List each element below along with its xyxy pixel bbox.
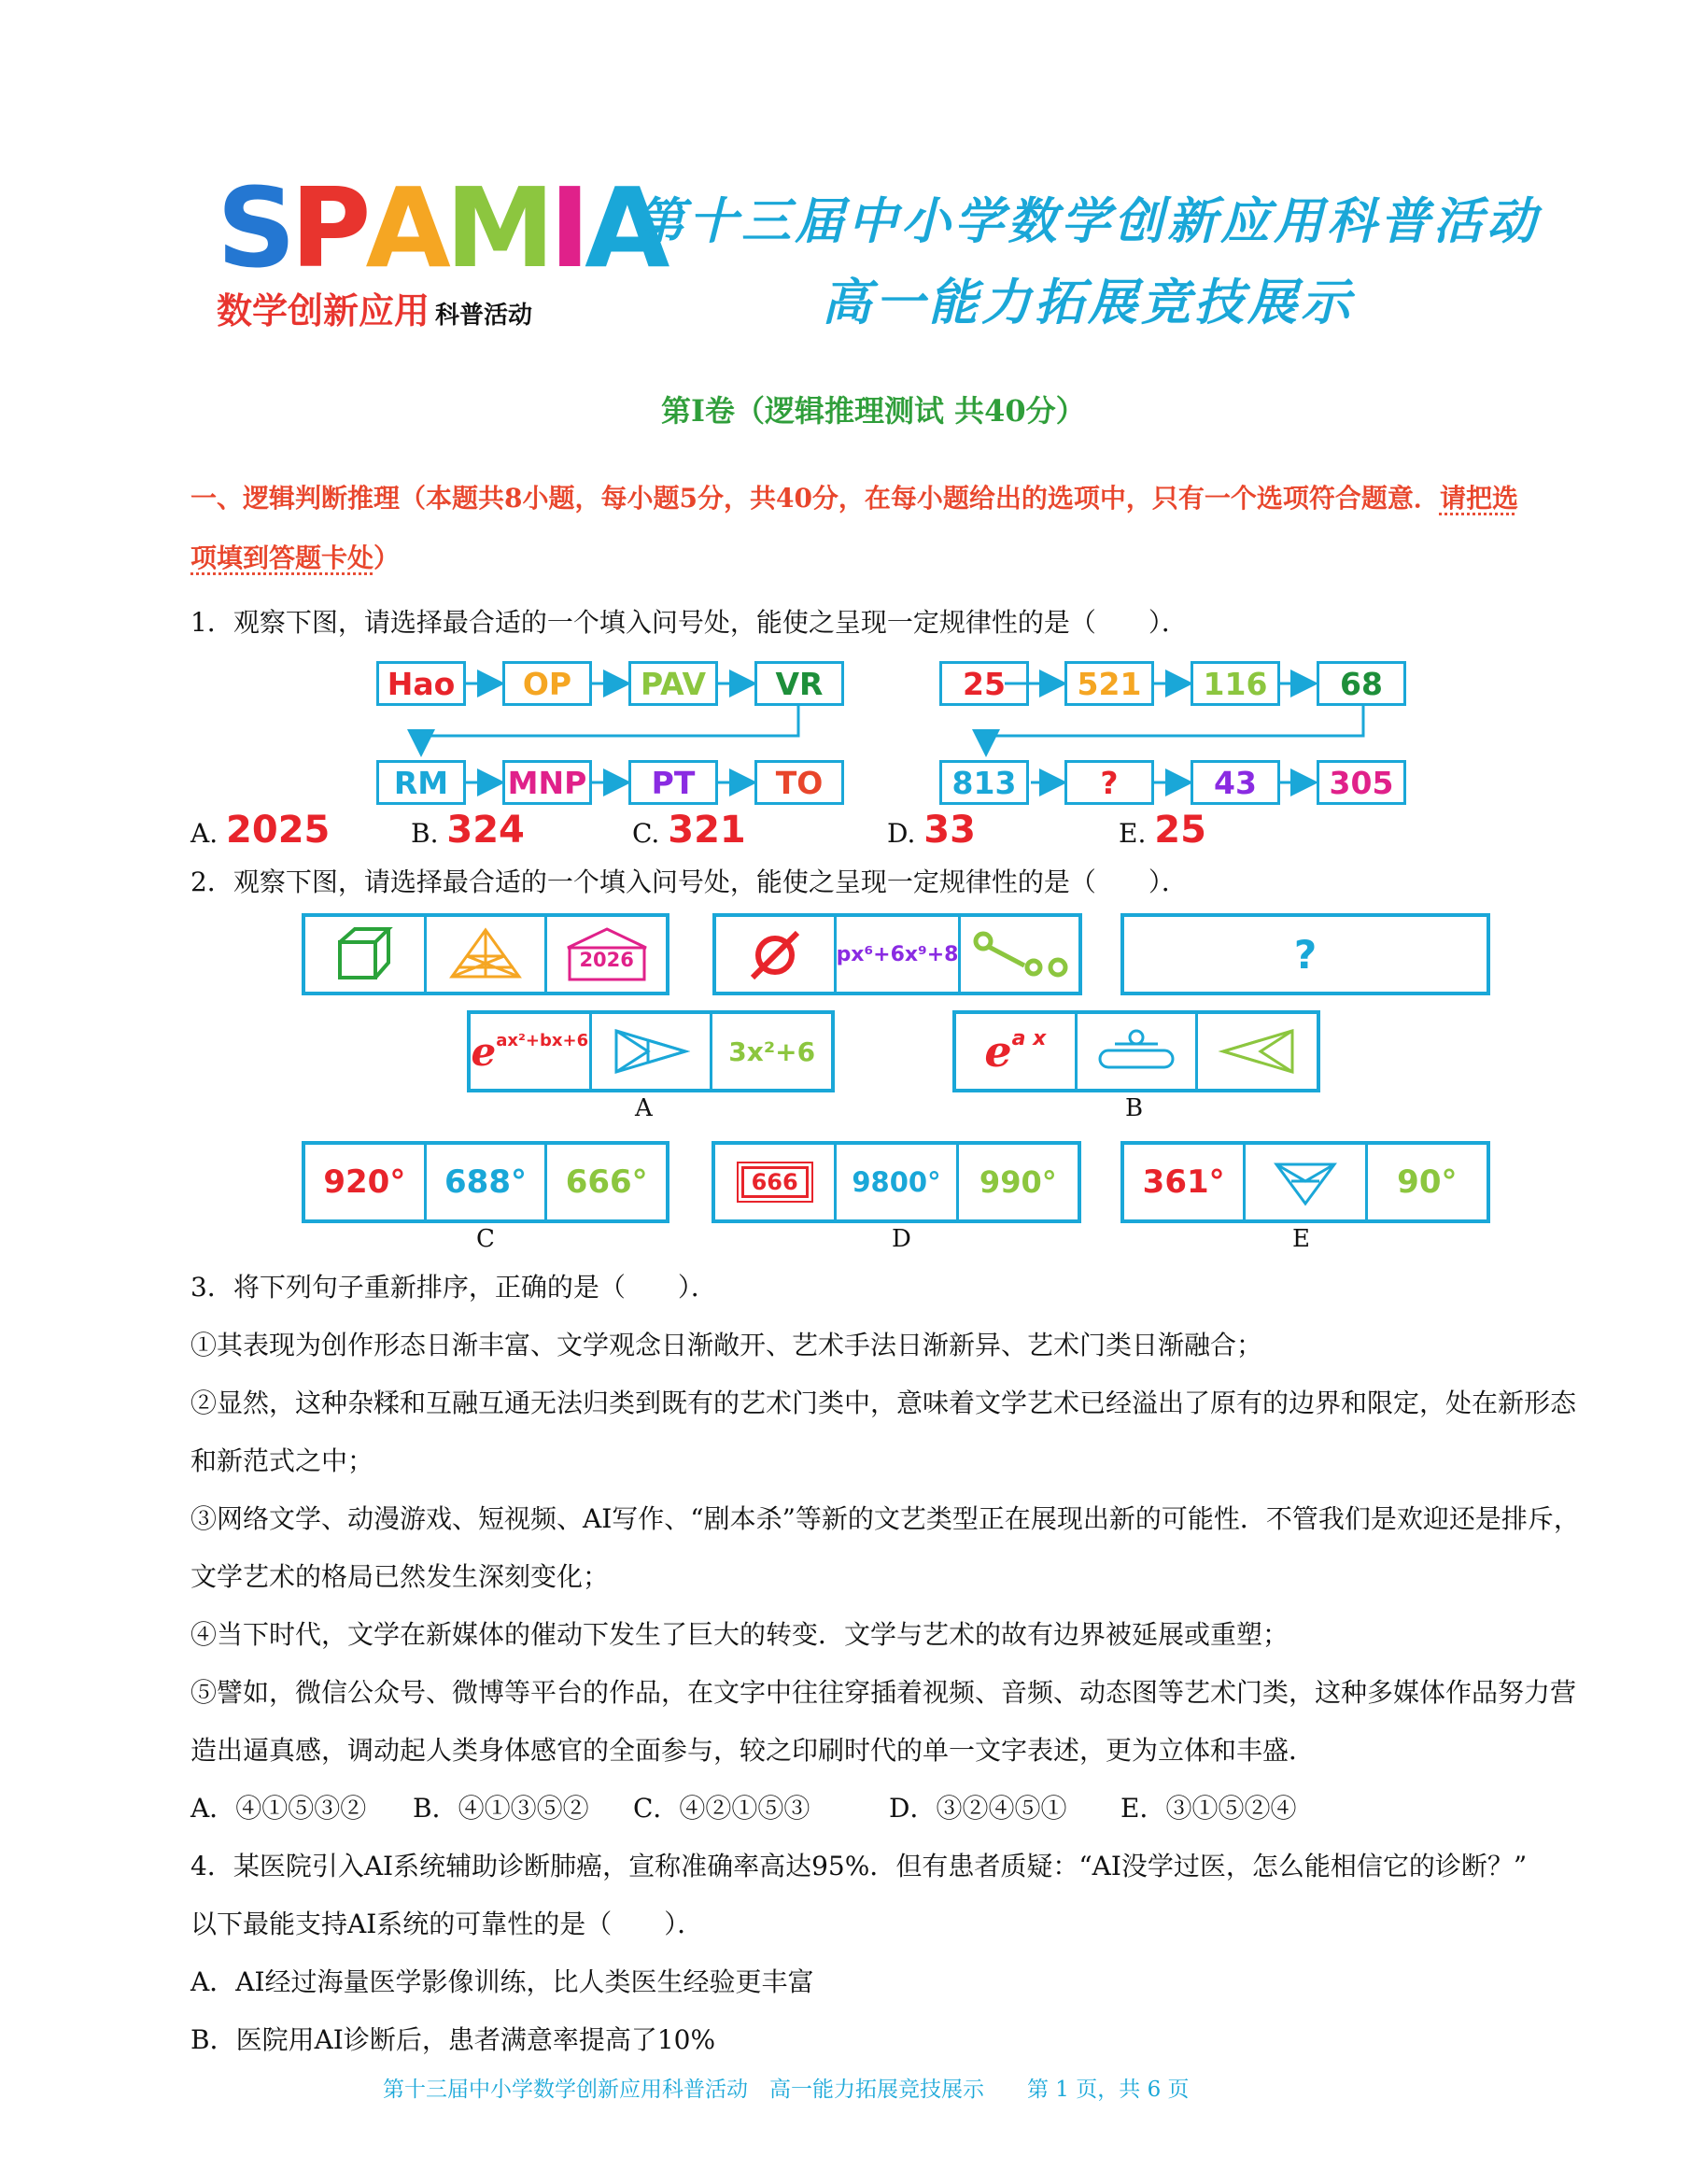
q2-option-b-panel bbox=[952, 1010, 1320, 1092]
q3-sentence-1: ①其表现为创作形态日渐丰富、文学观念日渐敞开、艺术手法日渐新异、艺术门类日渐融合； bbox=[190, 1330, 1263, 1360]
q4-option-a: A．AI经过海量医学影像训练，比人类医生经验更丰富 bbox=[190, 1966, 814, 1997]
q1-box-521: 521 bbox=[1064, 661, 1154, 706]
q4-stem-1: 4．某医院引入AI系统辅助诊断肺癌，宣称准确率高达95%．但有患者质疑：“AI没学过医，怎么能相信它的诊断？” bbox=[190, 1851, 1528, 1881]
q3-sentence-2: ②显然，这种杂糅和互融互通无法归类到既有的艺术门类中，意味着文学艺术已经溢出了原有的边界和限定，处在新形态和新范式之中； bbox=[190, 1388, 1577, 1476]
q1-box-25: 25 bbox=[939, 661, 1029, 706]
q1-box-rm: RM bbox=[376, 760, 466, 805]
q2-panel-2 bbox=[712, 913, 1082, 995]
capsule-icon bbox=[1078, 1014, 1199, 1089]
angle-688: 688° bbox=[427, 1145, 548, 1219]
logo-letter-m: M bbox=[444, 163, 550, 292]
angle-9800: 9800° bbox=[837, 1145, 958, 1219]
empty-set-icon bbox=[716, 917, 837, 992]
q3-option-e: E．③①⑤②④ bbox=[1120, 1793, 1297, 1824]
q1-box-mnp: MNP bbox=[502, 760, 592, 805]
q1-box-hao: Hao bbox=[376, 661, 466, 706]
q3-stem: 3．将下列句子重新排序，正确的是（ ）． bbox=[190, 1272, 717, 1303]
q1-option-e: E. 25 bbox=[1119, 809, 1206, 852]
pyramid-icon bbox=[427, 917, 548, 992]
q3-option-b: B．④①③⑤② bbox=[413, 1793, 589, 1824]
q2-option-a-label: A bbox=[635, 1094, 653, 1122]
q4-stem-2: 以下最能支持AI系统的可靠性的是（ ）． bbox=[190, 1909, 704, 1939]
poly-3x2-label: 3x²+6 bbox=[728, 1036, 816, 1067]
year-label: 2026 bbox=[579, 949, 634, 971]
q2-option-a-panel bbox=[467, 1010, 835, 1092]
q2-option-e-panel bbox=[1120, 1141, 1490, 1223]
q1-box-68: 68 bbox=[1317, 661, 1406, 706]
angle-90: 90° bbox=[1397, 1163, 1458, 1201]
page-footer: 第十三届中小学数学创新应用科普活动 高一能力拓展竞技展示 第 1 页，共 6 页 bbox=[383, 2078, 1190, 2102]
q1-stem: 1．观察下图，请选择最合适的一个填入问号处，能使之呈现一定规律性的是（ ）． bbox=[190, 607, 1188, 638]
q1-option-c: C. 321 bbox=[632, 809, 746, 852]
q3-sentence-4: ④当下时代，文学在新媒体的催动下发生了巨大的转变．文学与艺术的故有边界被延展或重塑； bbox=[190, 1619, 1289, 1650]
q3-option-c: C．④②①⑤③ bbox=[633, 1793, 810, 1824]
q2-stem: 2．观察下图，请选择最合适的一个填入问号处，能使之呈现一定规律性的是（ ）． bbox=[190, 867, 1188, 897]
q2-option-e-label: E bbox=[1292, 1225, 1310, 1253]
q4-option-b: B．医院用AI诊断后，患者满意率提高了10% bbox=[190, 2024, 716, 2055]
q1-option-d: D. 33 bbox=[887, 809, 976, 852]
q1-box-pt: PT bbox=[628, 760, 718, 805]
boxed-666: 666 bbox=[715, 1145, 837, 1219]
q1-box-305: 305 bbox=[1317, 760, 1406, 805]
angle-990: 990° bbox=[979, 1164, 1057, 1200]
q1-box-question: ? bbox=[1064, 760, 1154, 805]
exp-ax2-label: e $^{ax^2+bx+6}$ bbox=[471, 1014, 592, 1089]
q2-option-c-panel bbox=[302, 1141, 669, 1223]
q2-option-b-label: B bbox=[1125, 1094, 1144, 1122]
cube-icon bbox=[305, 917, 427, 992]
angle-666: 666° bbox=[565, 1163, 648, 1201]
volume-heading: 第Ⅰ卷（逻辑推理测试 共40分） bbox=[661, 393, 1086, 429]
spamia-logo bbox=[217, 163, 665, 292]
q1-box-813: 813 bbox=[939, 760, 1029, 805]
house-2026-icon bbox=[547, 917, 666, 992]
polynomial-label: px⁶+6x⁹+8 bbox=[837, 917, 962, 992]
angle-920: 920° bbox=[305, 1145, 427, 1219]
q3-sentence-5: ⑤譬如，微信公众号、微博等平台的作品，在文字中往往穿插着视频、音频、动态图等艺术门类，这种多媒体作品努力营造出逼真感，调动起人类身体感官的全面参与，较之印刷时代的单一文字表述，更为立体和丰盛． bbox=[190, 1677, 1577, 1766]
q1-box-vr: VR bbox=[754, 661, 844, 706]
section-heading: 一、逻辑判断推理（本题共8小题，每小题5分，共40分，在每小题给出的选项中，只有一个选项符合题意．请把选 项填到答题卡处） bbox=[190, 483, 1518, 573]
q3-sentence-3: ③网络文学、动漫游戏、短视频、AI写作、“剧本杀”等新的文艺类型正在展现出新的可能性．不管我们是欢迎还是排斥，文学艺术的格局已然发生深刻变化； bbox=[190, 1503, 1580, 1592]
inverted-triangle-icon bbox=[1246, 1145, 1367, 1219]
q2-panel-question bbox=[1120, 913, 1490, 995]
q1-box-pav: PAV bbox=[628, 661, 718, 706]
q2-panel-1 bbox=[302, 913, 669, 995]
logo-letter-p: P bbox=[290, 163, 366, 292]
q1-box-43: 43 bbox=[1191, 760, 1280, 805]
left-arrow-triangle-icon bbox=[1198, 1014, 1317, 1089]
question-mark: ? bbox=[1293, 931, 1318, 978]
q2-option-d-label: D bbox=[892, 1225, 911, 1253]
logo-letter-a2: A bbox=[585, 163, 665, 292]
angle-361: 361° bbox=[1124, 1145, 1246, 1219]
q3-option-d: D．③②④⑤① bbox=[889, 1793, 1067, 1824]
q1-option-b: B. 324 bbox=[411, 809, 525, 852]
q1-box-op: OP bbox=[502, 661, 592, 706]
triangle-arrow-icon bbox=[592, 1014, 713, 1089]
dumbbell-icon bbox=[961, 917, 1078, 992]
title-line-1: 第十三届中小学数学创新应用科普活动 bbox=[635, 193, 1540, 250]
logo-subtitle: 数学创新应用 科普活动 bbox=[217, 290, 533, 331]
logo-letter-i: I bbox=[549, 163, 585, 292]
q1-box-116: 116 bbox=[1191, 661, 1280, 706]
title-line-2: 高一能力拓展竞技展示 bbox=[822, 275, 1354, 331]
q1-box-to: TO bbox=[754, 760, 844, 805]
q3-option-a: A．④①⑤③② bbox=[190, 1793, 367, 1824]
logo-letter-s: S bbox=[217, 163, 290, 292]
q1-option-a: A. 2025 bbox=[190, 809, 331, 852]
logo-letter-a: A bbox=[365, 163, 445, 292]
q2-option-c-label: C bbox=[476, 1225, 495, 1253]
exp-ax-label: e $^{a x}$ bbox=[956, 1014, 1078, 1089]
q2-option-d-panel bbox=[712, 1141, 1081, 1223]
